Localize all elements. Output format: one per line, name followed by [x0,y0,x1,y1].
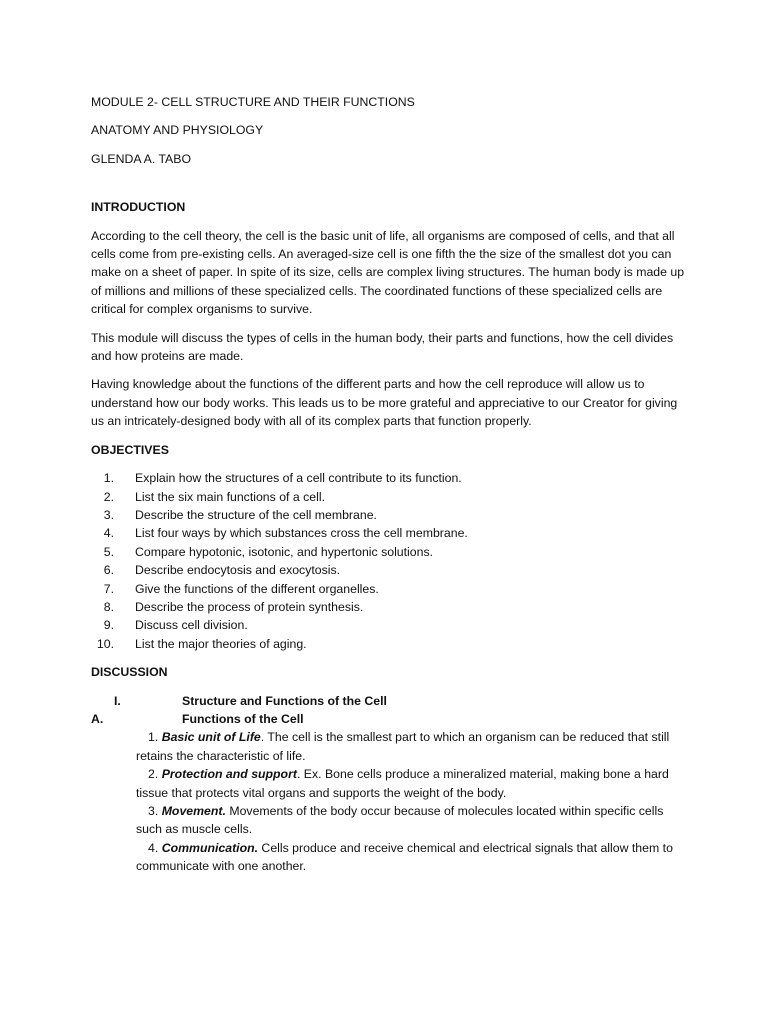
function-text: . Ex. Bone cells produce a mineralized material, making bone a hard tissue that protects vital organs and supports the weight of the body. [136,767,669,800]
function-text: . The cell is the smallest part to which an organism can be reduced that still retains the characteristic of life. [136,730,670,763]
document-page [91,93,691,876]
function-term: Protection and support [161,767,297,782]
section-heading [91,692,691,710]
objective-item [91,580,691,598]
objective-text: List the six main functions of a cell. [135,489,326,504]
function-term: Movement. [161,804,226,818]
objective-item [91,561,691,579]
objective-number: 9. [103,618,114,633]
function-item [136,839,691,876]
objective-text: Compare hypotonic, isotonic, and hypertonic solutions. [135,544,434,559]
introduction-paragraph: Having knowledge about the functions of the different parts and how the cell reproduce will allow us to understand how our body works. This leads us to be more grateful and appreciative to our Creator for giving us an intricately-designed body with all of its complex parts that function properly. [91,377,678,429]
function-text: Cells produce and receive chemical and electrical signals that allow them to communicate with one another. [136,840,673,874]
objective-item [91,598,691,616]
objective-text: List the major theories of aging. [135,636,307,651]
function-item [136,728,691,765]
objective-number: 4. [103,526,114,541]
objective-item [91,506,691,524]
objective-text: List four ways by which substances cross the cell membrane. [135,526,468,541]
objective-item [91,635,691,653]
subsection-marker: A. [91,711,104,726]
function-item [136,765,691,802]
section-marker: I. [114,693,121,708]
objective-item [91,469,691,487]
function-text: Movements of the body occur because of molecules located within specific cells such as muscle cells. [136,804,664,837]
objective-number: 8. [103,599,114,614]
objective-number: 2. [103,489,114,504]
objective-text: Describe endocytosis and exocytosis. [135,563,341,578]
objective-item [91,524,691,542]
objective-text: Explain how the structures of a cell contribute to its function. [135,471,462,486]
introduction-paragraph: According to the cell theory, the cell is the basic unit of life, all organisms are composed of cells, and that all cells come from pre-existing cells. An averaged-size cell is one fifth the the size of the smallest dot you can make on a sheet of paper. In spite of its size, cells are complex living structures. The human body is made up of millions and millions of these specialized cells. The coordinated functions of these specialized cells are critical for complex organisms to survive. [91,228,685,317]
function-term: Basic unit of Life [161,730,261,745]
objective-number: 6. [103,563,114,578]
introduction-heading: INTRODUCTION [91,200,186,215]
objective-number: 3. [103,507,114,522]
objective-number: 5. [103,544,114,559]
function-number: 3. [148,804,159,818]
subsection-title: Functions of the Cell [182,711,304,726]
introduction-paragraph: This module will discuss the types of cells in the human body, their parts and functions, how the cell divides and how proteins are made. [91,330,674,364]
section-title: Structure and Functions of the Cell [182,693,387,708]
objective-item [91,488,691,506]
discussion-heading: DISCUSSION [91,665,168,680]
objective-item [91,616,691,634]
function-number: 1. [148,730,159,745]
function-number: 2. [148,767,159,782]
document-subject: ANATOMY AND PHYSIOLOGY [91,123,264,138]
objective-text: Discuss cell division. [135,618,248,633]
subsection-heading [91,710,691,728]
function-number: 4. [148,840,159,855]
document-title: MODULE 2- CELL STRUCTURE AND THEIR FUNCTIONS [91,95,415,109]
objectives-heading: OBJECTIVES [91,442,169,457]
objective-text: Describe the process of protein synthesis. [135,599,364,614]
objective-text: Describe the structure of the cell membrane. [135,507,377,522]
objective-number: 7. [103,581,114,596]
objectives-list [91,469,691,653]
function-term: Communication. [161,840,259,855]
function-item [136,802,691,839]
objective-number: 10. [96,636,114,651]
objective-text: Give the functions of the different organelles. [135,581,379,596]
objective-item [91,543,691,561]
objective-number: 1. [103,471,114,486]
document-author: GLENDA A. TABO [91,151,192,166]
